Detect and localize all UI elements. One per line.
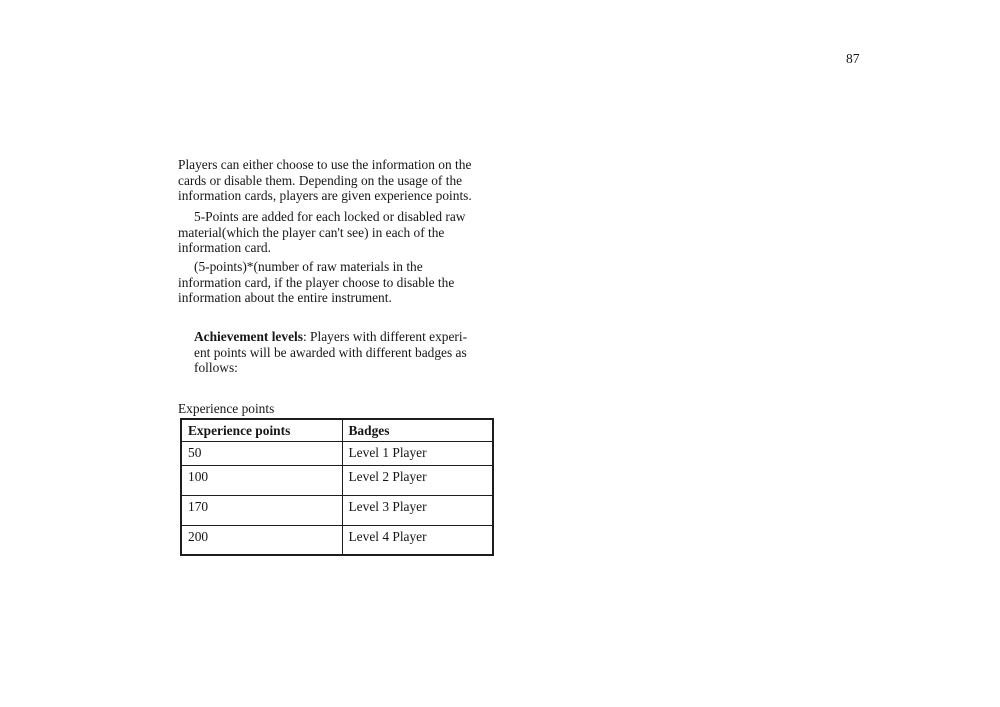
text-line: follows: [194, 360, 238, 376]
text-line: information card, if the player choose to disable the [178, 274, 455, 290]
text-line: information cards, players are given experience points. [178, 188, 472, 204]
experience-points-table [180, 418, 494, 556]
points-cell: 100 [181, 466, 342, 496]
badge-cell: Level 1 Player [342, 442, 493, 466]
achievement-levels-text: : Players with different experi- [302, 329, 468, 344]
page-number: 87 [846, 51, 860, 66]
text-line: information card. [178, 240, 271, 256]
paragraph-achievement-levels [194, 329, 467, 376]
paragraph-points-rule [178, 209, 465, 256]
badge-cell: Level 2 Player [342, 466, 493, 496]
table-row [181, 466, 493, 496]
table-header-row [181, 419, 493, 442]
badge-cell: Level 3 Player [342, 496, 493, 526]
text-line: (5-points)*(number of raw materials in the [194, 259, 423, 274]
text-line: 5-Points are added for each locked or disabled raw [194, 209, 466, 224]
table-row [181, 496, 493, 526]
badge-cell: Level 4 Player [342, 526, 493, 555]
text-line [194, 329, 467, 345]
text-line: information about the entire instrument. [178, 290, 392, 306]
points-cell: 200 [181, 526, 342, 555]
table-row [181, 442, 493, 466]
text-line: ent points will be awarded with different badges as [194, 344, 467, 360]
text-line: material(which the player can't see) in each of the [178, 224, 445, 240]
column-header-experience-points: Experience points [181, 419, 342, 442]
table-caption: Experience points [178, 401, 275, 416]
text-line: Players can either choose to use the information on the [178, 157, 472, 172]
text-line: cards or disable them. Depending on the usage of the [178, 172, 463, 188]
achievement-levels-label: Achievement levels [194, 329, 303, 344]
points-cell: 170 [181, 496, 342, 526]
paragraph-points-formula [178, 259, 454, 306]
paragraph-intro [178, 157, 472, 204]
table-row [181, 526, 493, 555]
points-cell: 50 [181, 442, 342, 466]
column-header-badges: Badges [342, 419, 493, 442]
